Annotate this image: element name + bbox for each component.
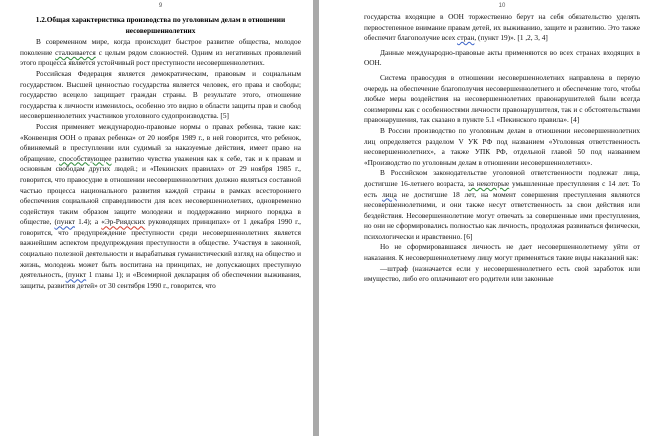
paragraph: Но не сформировавшаяся личность не дает несовершеннолетнему уйти от наказания. К несовершеннолетнему лицу могут применяться такие виды наказаний как: [364, 242, 640, 263]
grammar-mark: лица [382, 189, 397, 199]
paragraph: Россия применяет международно-правовые нормы о правах ребенка, такие как: «Конвенция ООН о правах ребенка» от 20 ноября 1989 г., в ней говорится, что ребенок, обвиняемый в преступлении или судимый за наказуемые действия, имеет право на обращение, способствующее развитию чувства уважения как к себе, так и к правам и основным свободам других людей.; и «Пекинских правилах» от 29 ноября 1985 г., говорится, что правосудие в отношении несовершеннолетних должно являться составной частью процесса национального развития каждой страны в рамках всестороннего обеспечения социальной справедливости для всех несовершеннолетних, одновременно содействуя таким образом защите молодежи и поддержанию мирного порядка в обществе, (пункт 1.4); а «Эр-Риядских руководящих принципах» от 1 декабря 1990 г., говорится, что предупреждение преступности среди несовершеннолетних является важнейшим аспектом предупреждения преступности в обществе. Участвуя в законной, социально полезной деятельности и вырабатывая гуманистический взгляд на общество и жизнь, молодежь может быть воспитана на принципах, не допускающих преступную деятельность, (пункт 1 главы 1); и «Всемирной декларация об обеспечении выживания, защиты, развития детей» от 30 сентября 1990 г., говорится, что [20, 121, 301, 290]
grammar-mark: (пункт [65, 270, 87, 280]
page-number: 9 [158, 3, 163, 9]
paragraph: В современном мире, когда происходит быстрое развитие общества, молодое поколение сталкивается с целым рядом сложностей. Одним из негативных проявлений этого процесса является устойчивый рост преступности несовершеннолетних. [20, 37, 301, 68]
grammar-mark: стран [457, 33, 475, 43]
page-number: 10 [498, 3, 506, 9]
paragraph: Российская Федерация является демократическим, правовым и социальным государством. Высшей ценностью государства является человек, его права и свободы; государство всецело защищает граждан страны. В результате этого, отношение государства к личности изменилось, особенно это видно в области защиты прав и свобод несовершеннолетних участников уголовного судопроизводства. [5] [20, 68, 301, 121]
right-page [319, 0, 650, 436]
grammar-mark: (пункт [54, 217, 75, 227]
spellcheck-mark: «Эр-Риядских [101, 217, 146, 227]
paragraph: В Российском законодательстве уголовной ответственности подлежат лица, достигшие 16-летнего возраста, за некоторые умышленные преступления с 14 лет. То есть лица не достигшие 18 лет, на момент совершения преступления являются несовершеннолетними, и они также несут ответственность за свои действия или бездействия. Несовершеннолетние могут отвечать за совершенные ими преступления, но они не сформировались полностью как личность, продолжая развиваться физически, психологически и нравственно. [6] [364, 168, 640, 241]
paragraph: Данные международно-правовые акты применяются во всех странах входящих в ООН. [364, 47, 640, 68]
paragraph: государства входящие в ООН торжественно берут на себя обязательство уделять первостепенное внимание правам детей, их выживанию, защите и развитию. Это также обеспечит благополучие всех стран, (пункт 19)». [1 ,2, 3, 4] [364, 12, 640, 43]
section-title: 1.2.Общая характеристика производства по уголовным делам в отношении несовершеннолетних [35, 15, 286, 35]
paragraph: В России производство по уголовным делам в отношении несовершеннолетних лиц определяется разделом V УК РФ под названием «Уголовная ответственность несовершеннолетних», а также УПК РФ, отдельной главой 50 под названием «Производство по уголовным делам в отношении несовершеннолетних». [364, 125, 640, 167]
grammar-mark: за некоторые [467, 178, 510, 188]
spellcheck-mark: сталкивается [55, 47, 96, 57]
paragraph: —штраф (назначается если у несовершеннолетнего есть свой заработок или имущество, либо его оплачивают его родители или законные [364, 263, 640, 284]
left-page [0, 0, 313, 436]
spellcheck-mark: способствующее [59, 153, 112, 163]
paragraph: Система правосудия в отношении несовершеннолетних направлена в первую очередь на обеспечение благополучия несовершеннолетнего и обеспечение того, чтобы любые меры воздействия на несовершеннолетних правонарушителей были всегда соизмеримы как с особенностями личности правонарушителя, так и с обстоятельствами правонарушения, так сказано в пункте 5.1 «Пекинского правила». [4] [364, 72, 640, 125]
